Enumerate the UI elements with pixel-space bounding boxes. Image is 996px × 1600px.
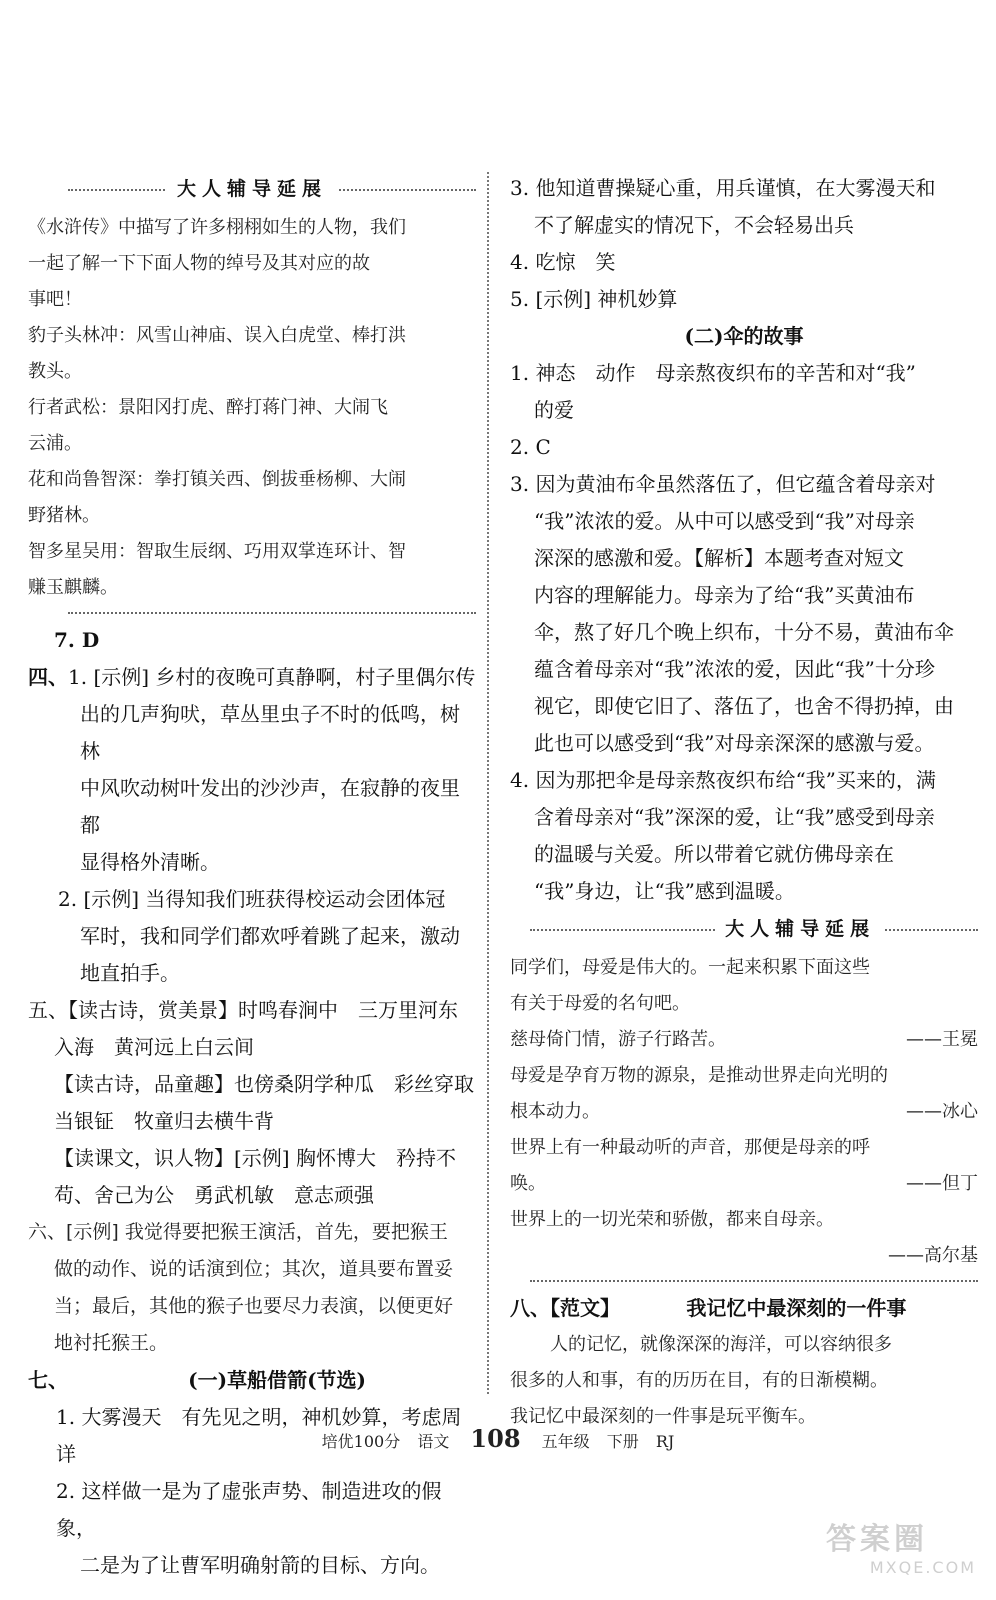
answer-line: 视它，即使它旧了、落伍了，也舍不得扔掉，由 [534, 694, 954, 718]
answer-line: “我”身边，让“我”感到温暖。 [534, 879, 795, 903]
answer-line: 的温暖与关爱。所以带着它就仿佛母亲在 [534, 842, 894, 866]
column-divider [487, 172, 489, 1394]
section-8-label: 八、【范文】 [510, 1296, 620, 1320]
answer-line: 4. 吃惊 笑 [510, 250, 616, 274]
footer-book: 培优100分 [321, 1432, 401, 1451]
quote-author: ——冰心 [906, 1101, 978, 1122]
answer-7: 7. D [54, 628, 100, 652]
watermark-url: MXQE.COM [869, 1558, 976, 1577]
answer-line: 深深的感激和爱。【解析】本题考查对短文 [534, 546, 904, 570]
answer-line: 【读课文，识人物】[示例] 胸怀博大 矜持不 [54, 1146, 456, 1170]
quote-row [510, 1166, 978, 1202]
quote-text: 慈母倚门情，游子行路苦。 [510, 1029, 726, 1050]
answer-line: 3. 因为黄油布伞虽然落伍了，但它蕴含着母亲对 [510, 472, 936, 496]
guide-box-header [28, 174, 476, 204]
guide-box-bottom-line [68, 612, 476, 614]
section-7-heading [28, 1362, 476, 1399]
quote-author: ——王冕 [906, 1029, 978, 1050]
answer-line: 伞，熬了好几个晚上织布，十分不易，黄油布伞 [534, 620, 954, 644]
answer-line: “我”浓浓的爱。从中可以感受到“我”对母亲 [534, 509, 915, 533]
subsection-2-title: (二)伞的故事 [684, 324, 804, 348]
section-4-item-1 [28, 659, 476, 696]
quote-author: ——高尔基 [888, 1245, 978, 1266]
footer-volume: 下册 [606, 1432, 639, 1451]
quote-text: 母爱是孕育万物的源泉，是推动世界走向光明的 [510, 1065, 888, 1086]
quote-row [510, 1022, 978, 1058]
essay-line: 人的记忆，就像深深的海洋，可以容纳很多 [550, 1334, 892, 1355]
answer-line: 2. 这样做一是为了虚张声势、制造进攻的假象， [56, 1479, 442, 1540]
answer-line: 的爱 [534, 398, 574, 422]
section-7-label: 七、 [28, 1368, 68, 1392]
watermark-logo [826, 1514, 976, 1578]
answer-line: 3. 他知道曹操疑心重，用兵谨慎，在大雾漫天和 [510, 176, 936, 200]
section-4-label: 四、 [28, 665, 68, 689]
answer-line: 蕴含着母亲对“我”浓浓的爱，因此“我”十分珍 [534, 657, 935, 681]
answer-line: 1. 神态 动作 母亲熬夜织布的辛苦和对“我” [510, 361, 916, 385]
character-item: 赚玉麒麟。 [28, 577, 118, 598]
character-item: 行者武松：景阳冈打虎、醉打蒋门神、大闹飞 [28, 397, 388, 418]
character-item: 教头。 [28, 361, 82, 382]
character-item: 豹子头林冲：风雪山神庙、误入白虎堂、棒打洪 [28, 325, 406, 346]
answer-line: 1. 大雾漫天 有先见之明，神机妙算，考虑周详 [56, 1405, 462, 1466]
guide-box-title: 大人辅导延展 [715, 914, 885, 944]
footer-subject: 语文 [417, 1432, 450, 1451]
character-item: 花和尚鲁智深：拳打镇关西、倒拔垂杨柳、大闹 [28, 469, 406, 490]
guide-intro-line: 有关于母爱的名句吧。 [510, 993, 690, 1014]
guide-intro-line: 同学们，母爱是伟大的。一起来积累下面这些 [510, 957, 870, 978]
answer-line: 显得格外清晰。 [80, 850, 220, 874]
answer-line: 做的动作、说的话演到位；其次，道具要布置妥 [54, 1258, 454, 1280]
answer-line: 地直拍手。 [80, 961, 180, 985]
character-item: 野猪林。 [28, 505, 100, 526]
essay-line: 很多的人和事，有的历历在目，有的日渐模糊。 [510, 1370, 888, 1391]
answer-line: 【读古诗，品童趣】也傍桑阴学种瓜 彩丝穿取 [54, 1072, 474, 1096]
answer-line: 军时，我和同学们都欢呼着跳了起来，激动 [80, 924, 460, 948]
guide-intro-line: 事吧！ [28, 289, 82, 310]
right-column [510, 170, 978, 1435]
essay-line: 我记忆中最深刻的一件事是玩平衡车。 [510, 1406, 816, 1427]
guide-intro-line: 一起了解一下下面人物的绰号及其对应的故 [28, 253, 370, 274]
quote-text: 世界上的一切光荣和骄傲，都来自母亲。 [510, 1209, 834, 1230]
quote-row [510, 1094, 978, 1130]
left-column [28, 170, 476, 1584]
page-footer [0, 1424, 996, 1453]
watermark-text: 答案圈 [826, 1522, 928, 1557]
answer-line: 此也可以感受到“我”对母亲深深的感激与爱。 [534, 731, 935, 755]
footer-edition: RJ [655, 1432, 675, 1451]
page-number: 108 [470, 1424, 521, 1453]
answer-line: 不了解虚实的情况下，不会轻易出兵 [534, 213, 854, 237]
answer-line: 五、【读古诗，赏美景】时鸣春涧中 三万里河东 [28, 998, 458, 1022]
guide-box-header [510, 914, 978, 944]
answer-line: 2. C [510, 435, 551, 459]
answer-line: 含着母亲对“我”深深的爱，让“我”感受到母亲 [534, 805, 935, 829]
answer-line: 1. [示例] 乡村的夜晚可真静啊，村子里偶尔传 [68, 665, 476, 689]
quote-author: ——但丁 [906, 1173, 978, 1194]
section-8-heading [510, 1290, 978, 1327]
answer-line: 苟、舍己为公 勇武机敏 意志顽强 [54, 1183, 374, 1207]
answer-line: 内容的理解能力。母亲为了给“我”买黄油布 [534, 583, 915, 607]
guide-box-title: 大人辅导延展 [167, 174, 337, 204]
quote-text: 唤。 [510, 1173, 546, 1194]
character-item: 智多星吴用：智取生辰纲、巧用双掌连环计、智 [28, 541, 406, 562]
answer-line: 六、[示例] 我觉得要把猴王演活，首先，要把猴王 [28, 1221, 448, 1243]
answer-line: 二是为了让曹军明确射箭的目标、方向。 [80, 1553, 440, 1577]
quote-text: 世界上有一种最动听的声音，那便是母亲的呼 [510, 1137, 870, 1158]
guide-box-bottom-line [530, 1280, 978, 1282]
answer-line: 4. 因为那把伞是母亲熬夜织布给“我”买来的，满 [510, 768, 936, 792]
section-7-title: (一)草船借箭(节选) [188, 1368, 366, 1392]
answer-line: 当银钲 牧童归去横牛背 [54, 1109, 274, 1133]
answer-line: 5. [示例] 神机妙算 [510, 287, 678, 311]
section-8-title: 我记忆中最深刻的一件事 [686, 1296, 907, 1320]
answer-line: 当；最后，其他的猴子也要尽力表演，以便更好 [54, 1295, 454, 1317]
answer-line: 地衬托猴王。 [54, 1332, 169, 1354]
answer-line: 出的几声狗吠，草丛里虫子不时的低鸣，树林 [80, 702, 460, 763]
character-item: 云浦。 [28, 433, 82, 454]
quote-text: 根本动力。 [510, 1101, 600, 1122]
answer-line: 入海 黄河远上白云间 [54, 1035, 254, 1059]
answer-line: 中风吹动树叶发出的沙沙声，在寂静的夜里都 [80, 776, 460, 837]
footer-grade: 五年级 [541, 1432, 590, 1451]
answer-line: 2. [示例] 当得知我们班获得校运动会团体冠 [58, 887, 446, 911]
guide-intro-line: 《水浒传》中描写了许多栩栩如生的人物，我们 [28, 217, 406, 238]
